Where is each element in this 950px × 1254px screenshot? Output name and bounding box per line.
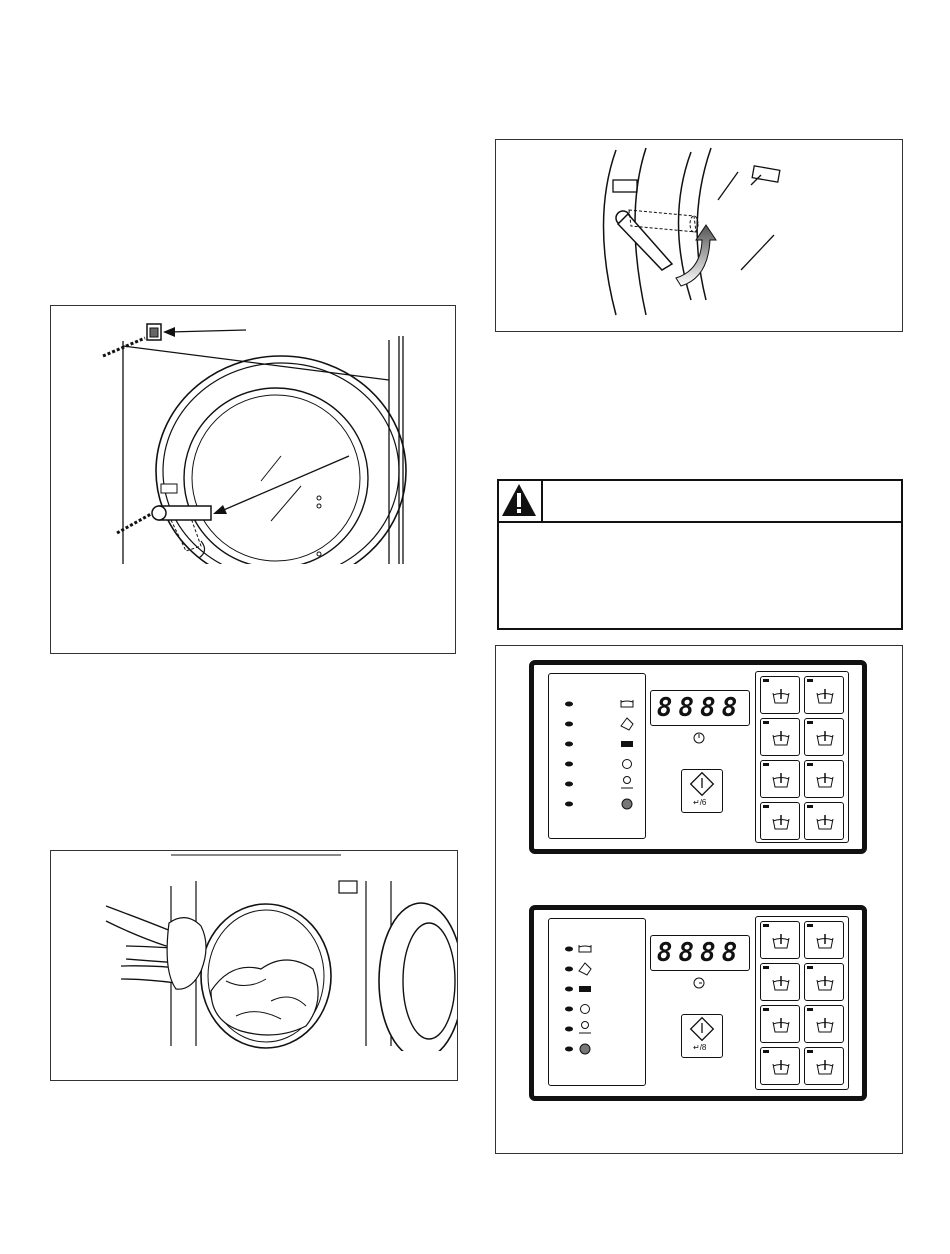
door-handle-illustration	[496, 140, 902, 331]
exclamation-triangle-icon	[499, 481, 539, 519]
washtub-icon	[805, 719, 843, 755]
door-lock-illustration	[51, 306, 455, 653]
digital-display	[650, 690, 750, 726]
program-button-8[interactable]	[804, 1047, 844, 1085]
timer-icon	[693, 977, 705, 989]
warning-header	[499, 481, 901, 523]
program-button-4[interactable]	[804, 718, 844, 756]
program-button-5[interactable]	[760, 1005, 800, 1043]
washtub-icon	[761, 719, 799, 755]
washtub-icon	[761, 964, 799, 1000]
program-button-2[interactable]	[804, 676, 844, 714]
program-button-8[interactable]	[804, 802, 844, 840]
washtub-icon	[805, 803, 843, 839]
program-button-1[interactable]	[760, 676, 800, 714]
display-digits: 8888	[656, 938, 744, 968]
start-button-caption: ↵/8	[693, 1043, 707, 1052]
washtub-icon	[805, 964, 843, 1000]
washtub-icon	[761, 922, 799, 958]
program-button-6[interactable]	[804, 1005, 844, 1043]
status-led-column	[549, 919, 645, 1085]
washtub-icon	[805, 1048, 843, 1084]
figure-door-handle-rotate	[495, 139, 903, 332]
status-indicators	[548, 673, 646, 839]
start-button-caption: ↵/6	[693, 798, 707, 807]
washtub-icon	[805, 677, 843, 713]
start-diamond-icon	[682, 1015, 722, 1045]
washtub-icon	[761, 761, 799, 797]
control-panel-b	[529, 905, 867, 1101]
warning-box	[497, 479, 903, 630]
washtub-icon	[805, 761, 843, 797]
washtub-icon	[761, 803, 799, 839]
program-button-4[interactable]	[804, 963, 844, 1001]
washtub-icon	[805, 1006, 843, 1042]
figure-door-lock-switch	[50, 305, 456, 654]
washtub-icon	[805, 922, 843, 958]
washtub-icon	[761, 1048, 799, 1084]
program-button-7[interactable]	[760, 1047, 800, 1085]
program-button-7[interactable]	[760, 802, 800, 840]
program-button-3[interactable]	[760, 718, 800, 756]
status-indicators	[548, 918, 646, 1086]
door-handle	[152, 484, 211, 558]
program-button-3[interactable]	[760, 963, 800, 1001]
rotate-up-arrow-icon	[676, 225, 716, 286]
timer-icon	[693, 732, 705, 744]
door-switch-icon	[147, 324, 161, 340]
program-button-2[interactable]	[804, 921, 844, 959]
program-buttons	[755, 671, 849, 843]
program-button-5[interactable]	[760, 760, 800, 798]
start-button[interactable]	[681, 769, 723, 813]
washtub-icon	[761, 1006, 799, 1042]
laundry-loading-illustration	[51, 851, 457, 1080]
digital-display	[650, 935, 750, 971]
door-handle	[616, 210, 698, 270]
program-buttons	[755, 916, 849, 1090]
start-button[interactable]	[681, 1014, 723, 1058]
washtub-icon	[761, 677, 799, 713]
display-digits: 8888	[656, 693, 744, 723]
figure-control-panels	[495, 645, 903, 1154]
program-button-1[interactable]	[760, 921, 800, 959]
control-panel-a	[529, 660, 867, 854]
figure-loading-laundry	[50, 850, 458, 1081]
program-button-6[interactable]	[804, 760, 844, 798]
start-diamond-icon	[682, 770, 722, 800]
warning-icon-cell	[499, 481, 543, 523]
status-led-column	[549, 674, 645, 838]
